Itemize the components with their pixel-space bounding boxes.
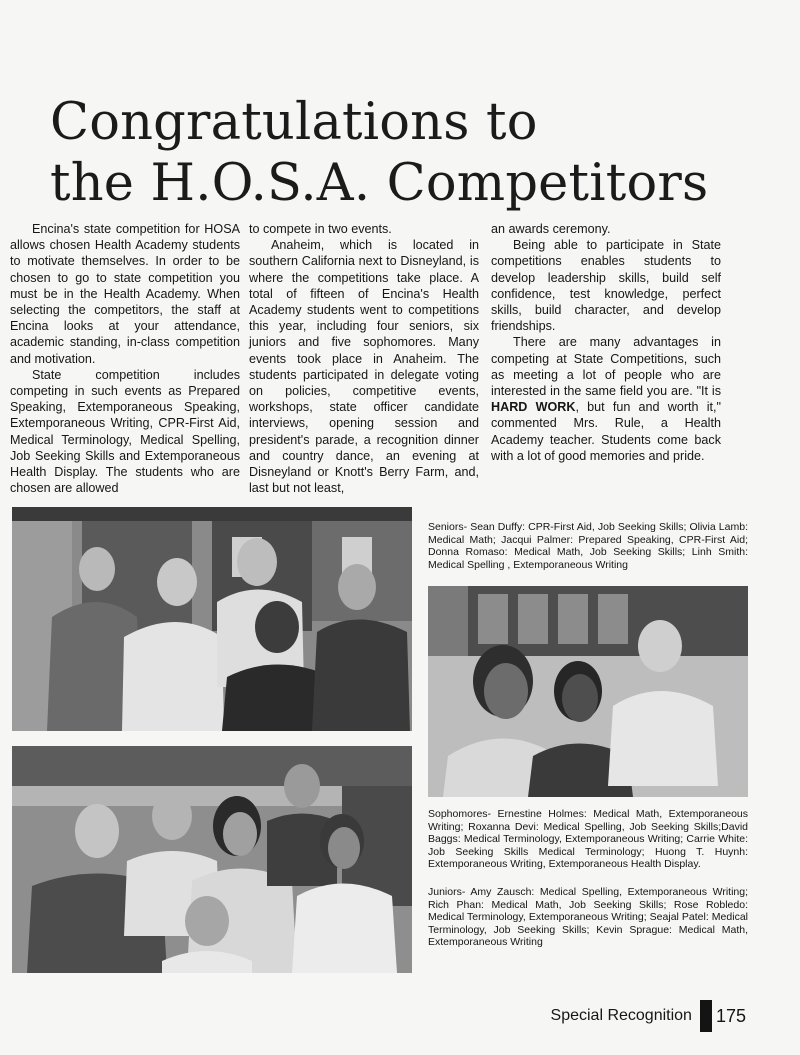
paragraph: Encina's state competition for HOSA allows chosen Health Academy students to motivate themselves. In order to be chosen to go to state competition you must be in the Health Academy. When selecting the competitors, the staff at Encina looks at your attendance, academic standing, in-class competition and motivation. xyxy=(10,222,240,366)
paragraph: to compete in two events. xyxy=(249,222,392,236)
quote-text-before: There are many advantages in competing at State Competitions, such as meeting a lot of people who are interested in the same field you are. "It is xyxy=(491,335,721,399)
seniors-group-photo xyxy=(12,507,412,731)
juniors-group-photo xyxy=(12,746,412,973)
paragraph: Being able to participate in State competitions enables students to develop leadership skills, build self confidence, test knowledge, perfect skills, build character, and develop friendships. xyxy=(491,238,721,334)
article-column-1 xyxy=(10,221,240,496)
article-column-3 xyxy=(491,221,721,464)
footer-bar xyxy=(700,1000,712,1032)
paragraph: Anaheim, which is located in southern California next to Disneyland, is where the competitions take place. A total of fifteen of Encina's Health Academy students went to competitions this year, including four seniors, six juniors and five sophomores. Many events took place in Anaheim. The students participated in delegate voting on policies, competitive events, workshops, state officer candidate interviews, opening session and president's parade, a recognition dinner and country dance, an evening at Disneyland or Knott's Berry Farm, and, last but not least, xyxy=(249,238,479,496)
article-column-2 xyxy=(249,221,479,496)
paragraph: an awards ceremony. xyxy=(491,222,611,236)
paragraph: State competition includes competing in such events as Prepared Speaking, Extemporaneous Speaking, Extemporaneous Writing, CPR-First Aid, Medical Terminology, Medical Spelling, Job Seeking Skills and Extemporaneous Health Display. The students who are chosen are allowed xyxy=(10,367,240,496)
sophomores-group-photo xyxy=(428,586,748,797)
page-number: 175 xyxy=(715,1005,746,1026)
page-title xyxy=(50,92,770,214)
seniors-caption: Seniors- Sean Duffy: CPR-First Aid, Job Seeking Skills; Olivia Lamb: Medical Math; Jacqui Palmer: Prepared Speaking, CPR-First Aid; Donna Romaso: Medical Math, Job Seeking Skills; Linh Smith: Medical Spelling , Extemporaneous Writing xyxy=(428,521,748,571)
sophomores-caption: Sophomores- Ernestine Holmes: Medical Math, Extemporaneous Writing; Roxanna Devi: Medical Spelling, Job Seeking Skills;David Baggs: Medical Terminology, Extemporaneous Writing; Carrie White: Job Seeking Skills Medical Terminology; Huong T. Huynh: Extemporaneous Writing, Extemporaneous Health Display. xyxy=(428,808,748,871)
quote-paragraph xyxy=(491,334,721,464)
quote-text-after: , but fun and worth it," commented Mrs. Rule, a Health Academy teacher. Students come back with a lot of good memories and pride. xyxy=(491,400,721,463)
title-line-1: Congratulations to xyxy=(50,93,538,152)
page-footer xyxy=(551,1000,746,1032)
quote-emphasis: HARD WORK xyxy=(491,400,576,415)
title-line-2: the H.O.S.A. Competitors xyxy=(50,154,709,213)
section-name: Special Recognition xyxy=(550,1007,692,1024)
juniors-caption: Juniors- Amy Zausch: Medical Spelling, Extemporaneous Writing; Rich Phan: Medical Math, Job Seeking Skills; Rose Robledo: Medical Terminology, Extemporaneous Writing; Seajal Patel: Medical Terminology, Job Seeking Skills; Kevin Sprague: Medical Math, Extemporaneous Writing xyxy=(428,886,748,949)
